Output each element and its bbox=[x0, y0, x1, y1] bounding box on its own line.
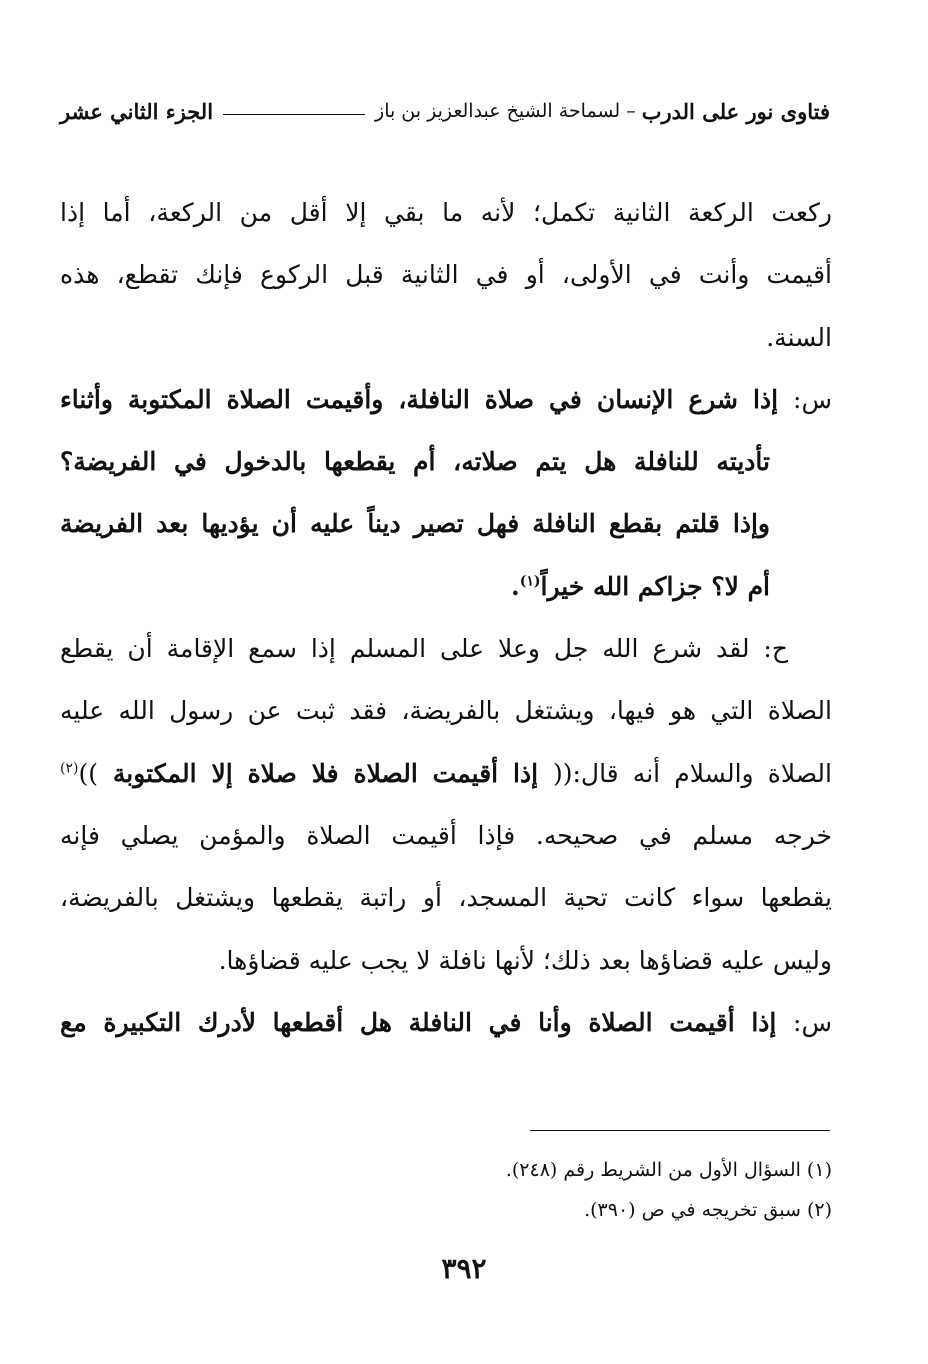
footnote: (٢) سبق تخريجه في ص (٣٩٠). bbox=[584, 1199, 832, 1221]
question-line: تأديته للنافلة هل يتم صلاته، أم يقطعها بالدخول في الفريضة؟ bbox=[60, 447, 770, 477]
volume-label: الجزء الثاني عشر bbox=[60, 98, 214, 124]
footnote: (١) السؤال الأول من الشريط رقم (٢٤٨). bbox=[505, 1159, 832, 1181]
question-line bbox=[60, 369, 832, 431]
question-text: إذا شرع الإنسان في صلاة النافلة، وأقيمت الصلاة المكتوبة وأثناء bbox=[60, 384, 779, 414]
question-line: وإذا قلتم بقطع النافلة فهل تصير ديناً عليه أن يؤديها بعد الفريضة bbox=[60, 509, 770, 539]
question-text: أم لا؟ جزاكم الله خيراً bbox=[540, 571, 770, 601]
text-line: ركعت الركعة الثانية تكمل؛ لأنه ما بقي إلا أقل من الركعة، أما إذا bbox=[60, 198, 832, 227]
question-line bbox=[60, 556, 832, 618]
footnote-ref: (١) bbox=[519, 573, 541, 590]
question-line bbox=[60, 992, 832, 1054]
answer-line: خرجه مسلم في صحيحه. فإذا أقيمت الصلاة والمؤمن يصلي فإنه bbox=[60, 820, 832, 850]
footnotes bbox=[332, 1150, 832, 1230]
page-number: ٣٩٢ bbox=[441, 1252, 487, 1285]
book-title: فتاوى نور على الدرب bbox=[641, 98, 830, 124]
answer-line: الصلاة التي هو فيها، ويشتغل بالفريضة، فقد ثبت عن رسول الله عليه bbox=[60, 696, 832, 726]
question-end: . bbox=[511, 571, 520, 601]
question-marker: س: bbox=[793, 1007, 832, 1037]
question-text: إذا أقيمت الصلاة وأنا في النافلة هل أقطعها لأدرك التكبيرة مع bbox=[60, 1007, 777, 1037]
answer-line bbox=[60, 743, 832, 805]
answer-line: وليس عليه قضاؤها بعد ذلك؛ لأنها نافلة لا يجب عليه قضاؤها. bbox=[218, 945, 832, 975]
body-text bbox=[60, 182, 832, 1054]
author-subtitle: – لسماحة الشيخ عبدالعزيز بن باز bbox=[375, 100, 636, 122]
answer-text: )) bbox=[78, 758, 98, 788]
footnote-divider bbox=[530, 1130, 830, 1131]
footnote-ref: (٢) bbox=[60, 760, 79, 777]
answer-text: الصلاة والسلام أنه قال:(( bbox=[552, 758, 832, 788]
text-line: السنة. bbox=[766, 322, 832, 352]
running-header bbox=[60, 88, 830, 134]
text-line: أقيمت وأنت في الأولى، أو في الثانية قبل الركوع فإنك تقطع، هذه bbox=[60, 260, 832, 290]
header-rule bbox=[223, 114, 365, 115]
header-title-group bbox=[375, 99, 830, 124]
answer-line: يقطعها سواء كانت تحية المسجد، أو راتبة يقطعها ويشتغل بالفريضة، bbox=[60, 883, 832, 913]
question-marker: س: bbox=[793, 384, 832, 414]
hadith-quote: إذا أقيمت الصلاة فلا صلاة إلا المكتوبة bbox=[97, 758, 553, 788]
answer-line: ح: لقد شرع الله جل وعلا على المسلم إذا سمع الإقامة أن يقطع bbox=[60, 634, 788, 664]
